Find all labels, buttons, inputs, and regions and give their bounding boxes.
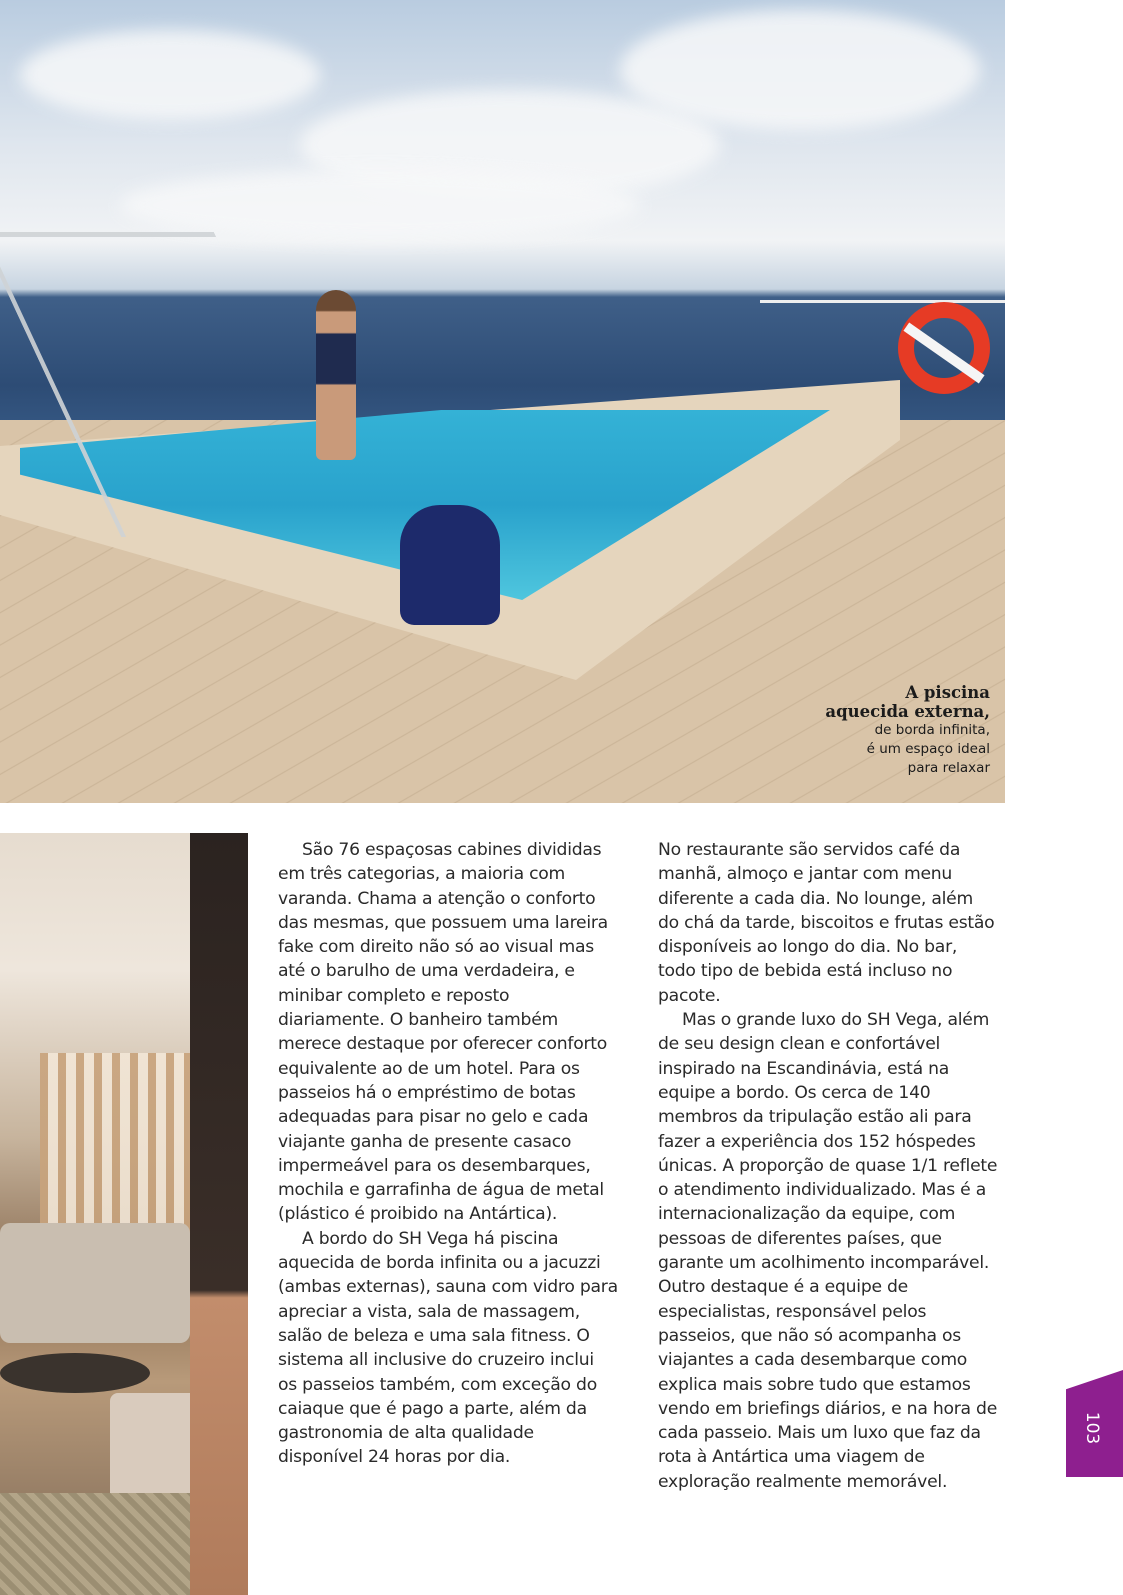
- woman-in-swimsuit: [316, 290, 356, 460]
- coffee-table: [0, 1353, 150, 1393]
- caption-text-line: é um espaço ideal: [866, 741, 990, 757]
- rolled-towels: [400, 505, 500, 625]
- caption-title-line: aquecida externa,: [825, 702, 990, 721]
- lifebuoy-icon: [898, 302, 990, 394]
- cloud-shape: [620, 10, 980, 130]
- article-paragraph: Mas o grande luxo do SH Vega, além de seu design clean e confortável inspirado na Escandinávia, está na equipe a bordo. Os cerca de 140 membros da tripulação estão ali para fazer a experiência dos 152 hóspedes únicas. A proporção de quase 1/1 reflete o atendimento individualizado. Mas é a internacionalização da equipe, com pessoas de diferentes países, que garante um acolhimento incomparável. Outro destaque é a equipe de especialistas, responsável pelos passeios, que não só acompanha os viajantes a cada desembarque como explica mais sobre tudo que estamos vendo em briefings diários, e na hora de cada passeio. Mais um luxo que faz da rota à Antártica uma viagem de exploração realmente memorável.: [658, 1010, 998, 1492]
- page-number: 103: [1082, 1411, 1102, 1445]
- caption-text-line: para relaxar: [907, 760, 990, 776]
- cloud-shape: [20, 30, 320, 120]
- caption-title-line: A piscina: [905, 683, 990, 702]
- caption-text-line: de borda infinita,: [874, 722, 990, 738]
- article-paragraph: No restaurante são servidos café da manhã, almoço e jantar com menu diferente a cada dia. No lounge, além do chá da tarde, biscoitos e frutas estão disponíveis ao longo do dia. No bar, todo tipo de bebida está incluso no pacote.: [658, 840, 995, 1006]
- article-paragraph: São 76 espaçosas cabines divididas em três categorias, a maioria com varanda. Chama a atenção o conforto das mesmas, que possuem uma lareira fake com direito não só ao visual mas até o barulho de uma verdadeira, e minibar completo e reposto diariamente. O banheiro também merece destaque por oferecer conforto equivalente ao de um hotel. Para os passeios há o empréstimo de botas adequadas para pisar no gelo e cada viajante ganha de presente casaco impermeável para os desembarques, mochila e garrafinha de água de metal (plástico é proibido na Antártica).: [278, 840, 608, 1225]
- cloud-shape: [120, 170, 640, 240]
- interior-lounge-photo: [0, 833, 248, 1595]
- wooden-slat-partition: [40, 1053, 190, 1233]
- article-column-2: [658, 838, 998, 1494]
- dark-wall-panel: [190, 833, 248, 1595]
- lounge-sofa: [0, 1223, 190, 1343]
- photo-caption: [770, 683, 990, 778]
- article-paragraph: A bordo do SH Vega há piscina aquecida de borda infinita ou a jacuzzi (ambas externas), sauna com vidro para apreciar a vista, sala de massagem, salão de beleza e uma sala fitness. O sistema all inclusive do cruzeiro inclui os passeios também, com exceção do caiaque que é pago a parte, além da gastronomia de alta qualidade disponível 24 horas por dia.: [278, 1228, 618, 1468]
- article-column-1: [278, 838, 618, 1470]
